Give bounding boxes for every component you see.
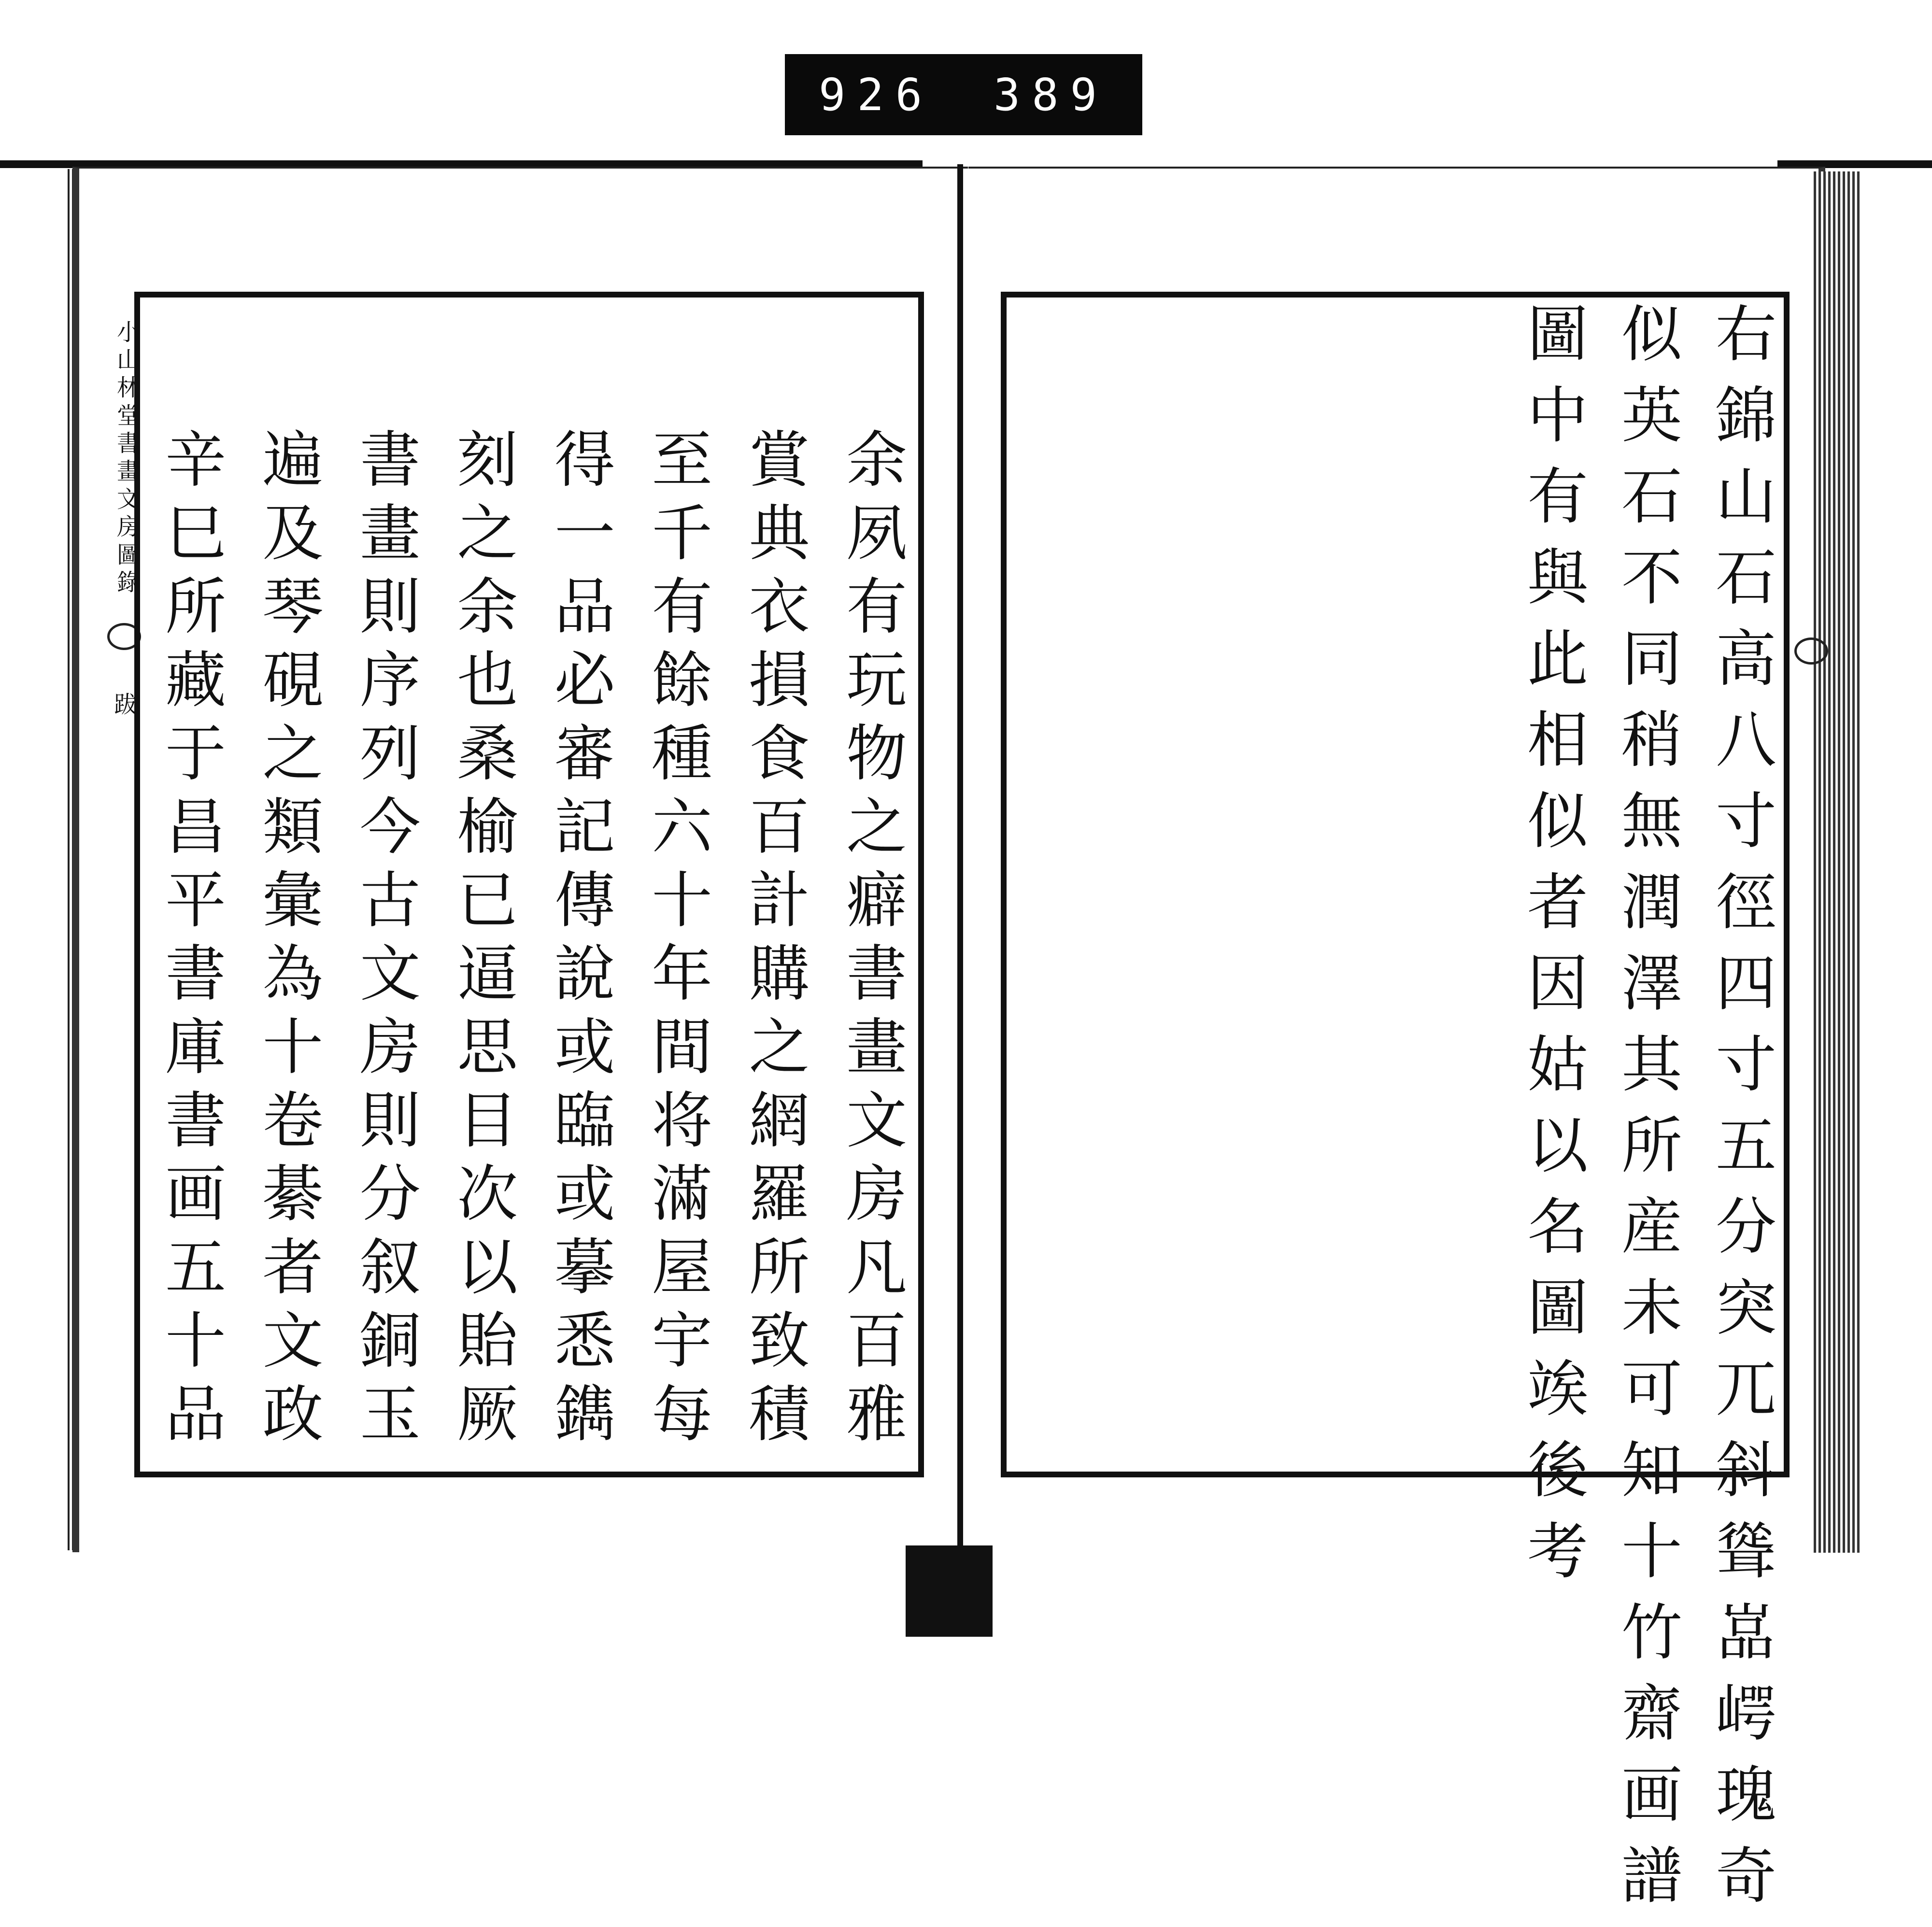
character: 有: [846, 571, 907, 642]
character: 致: [749, 1305, 810, 1376]
character: 房: [846, 1159, 907, 1230]
character: 昌: [165, 792, 226, 863]
character: 圖: [1527, 299, 1588, 370]
character: 者: [1527, 867, 1588, 938]
character: 譜: [1621, 1841, 1682, 1912]
character: 今: [359, 792, 421, 863]
character: 房: [359, 1012, 421, 1083]
character: 賞: [749, 425, 810, 496]
right-page-column: [1521, 299, 1594, 1927]
character: 類: [262, 792, 324, 863]
character: 卷: [262, 1085, 324, 1156]
character: 與: [1527, 542, 1588, 613]
character: 潤: [1621, 867, 1682, 938]
character: 四: [1716, 948, 1776, 1019]
character: 夙: [846, 498, 907, 569]
character: 宇: [652, 1305, 713, 1376]
character: 畫: [846, 1012, 907, 1083]
margin-character: 書: [116, 430, 140, 457]
margin-character: 林: [116, 374, 140, 402]
character: 之: [262, 718, 324, 789]
character: 其: [1621, 1029, 1682, 1100]
character: 網: [749, 1085, 810, 1156]
character: 得: [554, 425, 615, 496]
character: 摹: [554, 1232, 615, 1303]
character: 斜: [1716, 1435, 1776, 1506]
character: 之: [457, 498, 518, 569]
character: 臨: [554, 1085, 615, 1156]
character: 似: [1621, 299, 1682, 370]
character: 琴: [262, 571, 324, 642]
character: 書: [846, 938, 907, 1009]
character: 為: [262, 938, 324, 1009]
character: 将: [652, 1085, 713, 1156]
character: 辛: [165, 425, 226, 496]
margin-character: 山: [116, 346, 140, 374]
character: 鐫: [554, 1379, 615, 1450]
character: 石: [1621, 461, 1682, 532]
character: 玉: [359, 1379, 421, 1450]
character: 無: [1621, 786, 1682, 857]
character: 右: [1716, 299, 1776, 370]
character: 刻: [457, 425, 518, 496]
margin-character: 畫: [116, 457, 140, 485]
character: 思: [457, 1012, 518, 1083]
character: 記: [554, 792, 615, 863]
character: 列: [359, 718, 421, 789]
character: 有: [1527, 461, 1588, 532]
character: 品: [554, 571, 615, 642]
right-page-edge: [1814, 171, 1860, 1553]
margin-character: 堂: [116, 402, 140, 429]
character: 衣: [749, 571, 810, 642]
right-page-column: [1616, 299, 1688, 1927]
character: 高: [1716, 623, 1776, 694]
character: 所: [749, 1232, 810, 1303]
character: 山: [1716, 461, 1776, 532]
character: 也: [457, 645, 518, 716]
fish-tail-mark-right: [1794, 638, 1828, 665]
character: 榆: [457, 792, 518, 863]
call-number-left: 926: [819, 69, 934, 121]
character: 名: [1527, 1191, 1588, 1262]
character: 或: [554, 1159, 615, 1230]
character: 寸: [1716, 786, 1776, 857]
character: 余: [457, 571, 518, 642]
right-text-columns: [1521, 299, 1782, 1927]
character: 竹: [1621, 1597, 1682, 1668]
character: 藏: [165, 645, 226, 716]
character: 彙: [262, 865, 324, 936]
character: 余: [846, 425, 907, 496]
character: 所: [165, 571, 226, 642]
character: 竢: [1527, 1354, 1588, 1425]
character: 錦: [1716, 380, 1776, 451]
character: 後: [1527, 1435, 1588, 1506]
left-page-column: [159, 425, 232, 1458]
left-page-column: [451, 425, 524, 1458]
character: 古: [359, 865, 421, 936]
character: 文: [846, 1085, 907, 1156]
character: 千: [652, 498, 713, 569]
margin-subtitle: 跋: [114, 691, 138, 718]
margin-character: 文: [116, 485, 140, 513]
character: 之: [846, 792, 907, 863]
character: 平: [165, 865, 226, 936]
gutter-clip: [906, 1545, 993, 1637]
character: 分: [359, 1159, 421, 1230]
character: 損: [749, 645, 810, 716]
character: 種: [652, 718, 713, 789]
character: 政: [262, 1379, 324, 1450]
character: 書: [165, 938, 226, 1009]
character: 屋: [652, 1232, 713, 1303]
character: 考: [1527, 1516, 1588, 1587]
character: 則: [359, 571, 421, 642]
character: 聳: [1716, 1516, 1776, 1587]
character: 崿: [1716, 1678, 1776, 1749]
character: 庫: [165, 1012, 226, 1083]
character: 食: [749, 718, 810, 789]
character: 購: [749, 938, 810, 1009]
character: 書: [165, 1085, 226, 1156]
character: 同: [1621, 623, 1682, 694]
character: 銅: [359, 1305, 421, 1376]
left-page-column: [840, 425, 913, 1458]
character: 遍: [262, 425, 324, 496]
character: 十: [165, 1305, 226, 1376]
character: 桑: [457, 718, 518, 789]
character: 五: [1716, 1110, 1776, 1181]
character: 寸: [1716, 1029, 1776, 1100]
left-page-column: [256, 425, 329, 1458]
character: 画: [1621, 1759, 1682, 1830]
character: 厥: [457, 1379, 518, 1450]
character: 有: [652, 571, 713, 642]
left-page-column: [743, 425, 816, 1458]
character: 以: [457, 1232, 518, 1303]
character: 圖: [1527, 1273, 1588, 1344]
character: 硯: [262, 645, 324, 716]
character: 画: [165, 1159, 226, 1230]
character: 或: [554, 1012, 615, 1083]
character: 序: [359, 645, 421, 716]
character: 十: [1621, 1516, 1682, 1587]
character: 此: [1527, 623, 1588, 694]
character: 已: [457, 865, 518, 936]
character: 則: [359, 1085, 421, 1156]
character: 于: [165, 718, 226, 789]
character: 綦: [262, 1159, 324, 1230]
character: 癖: [846, 865, 907, 936]
character: 凡: [846, 1232, 907, 1303]
right-page-column: [1710, 299, 1782, 1927]
character: 悉: [554, 1305, 615, 1376]
margin-character: 房: [116, 513, 140, 541]
character: 貽: [457, 1305, 518, 1376]
character: 羅: [749, 1159, 810, 1230]
character: 書: [359, 425, 421, 496]
character: 目: [457, 1085, 518, 1156]
character: 中: [1527, 380, 1588, 451]
character: 品: [165, 1379, 226, 1450]
left-page-column: [549, 425, 621, 1458]
character: 巳: [165, 498, 226, 569]
character: 石: [1716, 542, 1776, 613]
character: 一: [554, 498, 615, 569]
character: 六: [652, 792, 713, 863]
character: 瑰: [1716, 1759, 1776, 1830]
character: 十: [262, 1012, 324, 1083]
character: 徑: [1716, 867, 1776, 938]
character: 十: [652, 865, 713, 936]
character: 雅: [846, 1379, 907, 1450]
character: 以: [1527, 1110, 1588, 1181]
character: 次: [457, 1159, 518, 1230]
character: 計: [749, 865, 810, 936]
character: 兀: [1716, 1354, 1776, 1425]
character: 稍: [1621, 705, 1682, 776]
character: 英: [1621, 380, 1682, 451]
character: 畫: [359, 498, 421, 569]
left-page-column: [354, 425, 426, 1458]
character: 所: [1621, 1110, 1682, 1181]
call-number-label: [785, 54, 1142, 135]
character: 奇: [1716, 1841, 1776, 1912]
margin-character: 小: [116, 319, 140, 346]
character: 文: [262, 1305, 324, 1376]
character: 物: [846, 718, 907, 789]
character: 五: [165, 1232, 226, 1303]
character: 滿: [652, 1159, 713, 1230]
call-number-right: 389: [993, 69, 1108, 121]
character: 未: [1621, 1273, 1682, 1344]
character: 年: [652, 938, 713, 1009]
character: 澤: [1621, 948, 1682, 1019]
character: 者: [262, 1232, 324, 1303]
margin-character: 錄: [116, 569, 140, 596]
character: 八: [1716, 705, 1776, 776]
character: 間: [652, 1012, 713, 1083]
left-page-column: [646, 425, 718, 1458]
character: 百: [749, 792, 810, 863]
character: 相: [1527, 705, 1588, 776]
character: 及: [262, 498, 324, 569]
character: 至: [652, 425, 713, 496]
character: 不: [1621, 542, 1682, 613]
left-text-columns: [159, 425, 913, 1458]
character: 因: [1527, 948, 1588, 1019]
character: 審: [554, 718, 615, 789]
character: 叙: [359, 1232, 421, 1303]
character: 百: [846, 1305, 907, 1376]
character: 必: [554, 645, 615, 716]
character: 文: [359, 938, 421, 1009]
margin-character: 圖: [116, 541, 140, 568]
character: 玩: [846, 645, 907, 716]
character: 餘: [652, 645, 713, 716]
character: 知: [1621, 1435, 1682, 1506]
character: 突: [1716, 1273, 1776, 1344]
character: 可: [1621, 1354, 1682, 1425]
character: 齋: [1621, 1678, 1682, 1749]
character: 逼: [457, 938, 518, 1009]
character: 積: [749, 1379, 810, 1450]
character: 每: [652, 1379, 713, 1450]
character: 分: [1716, 1191, 1776, 1262]
book-gutter: [957, 164, 963, 1589]
character: 産: [1621, 1191, 1682, 1262]
character: 似: [1527, 786, 1588, 857]
character: 姑: [1527, 1029, 1588, 1100]
character: 說: [554, 938, 615, 1009]
character: 之: [749, 1012, 810, 1083]
character: 傳: [554, 865, 615, 936]
character: 典: [749, 498, 810, 569]
character: 嵓: [1716, 1597, 1776, 1668]
